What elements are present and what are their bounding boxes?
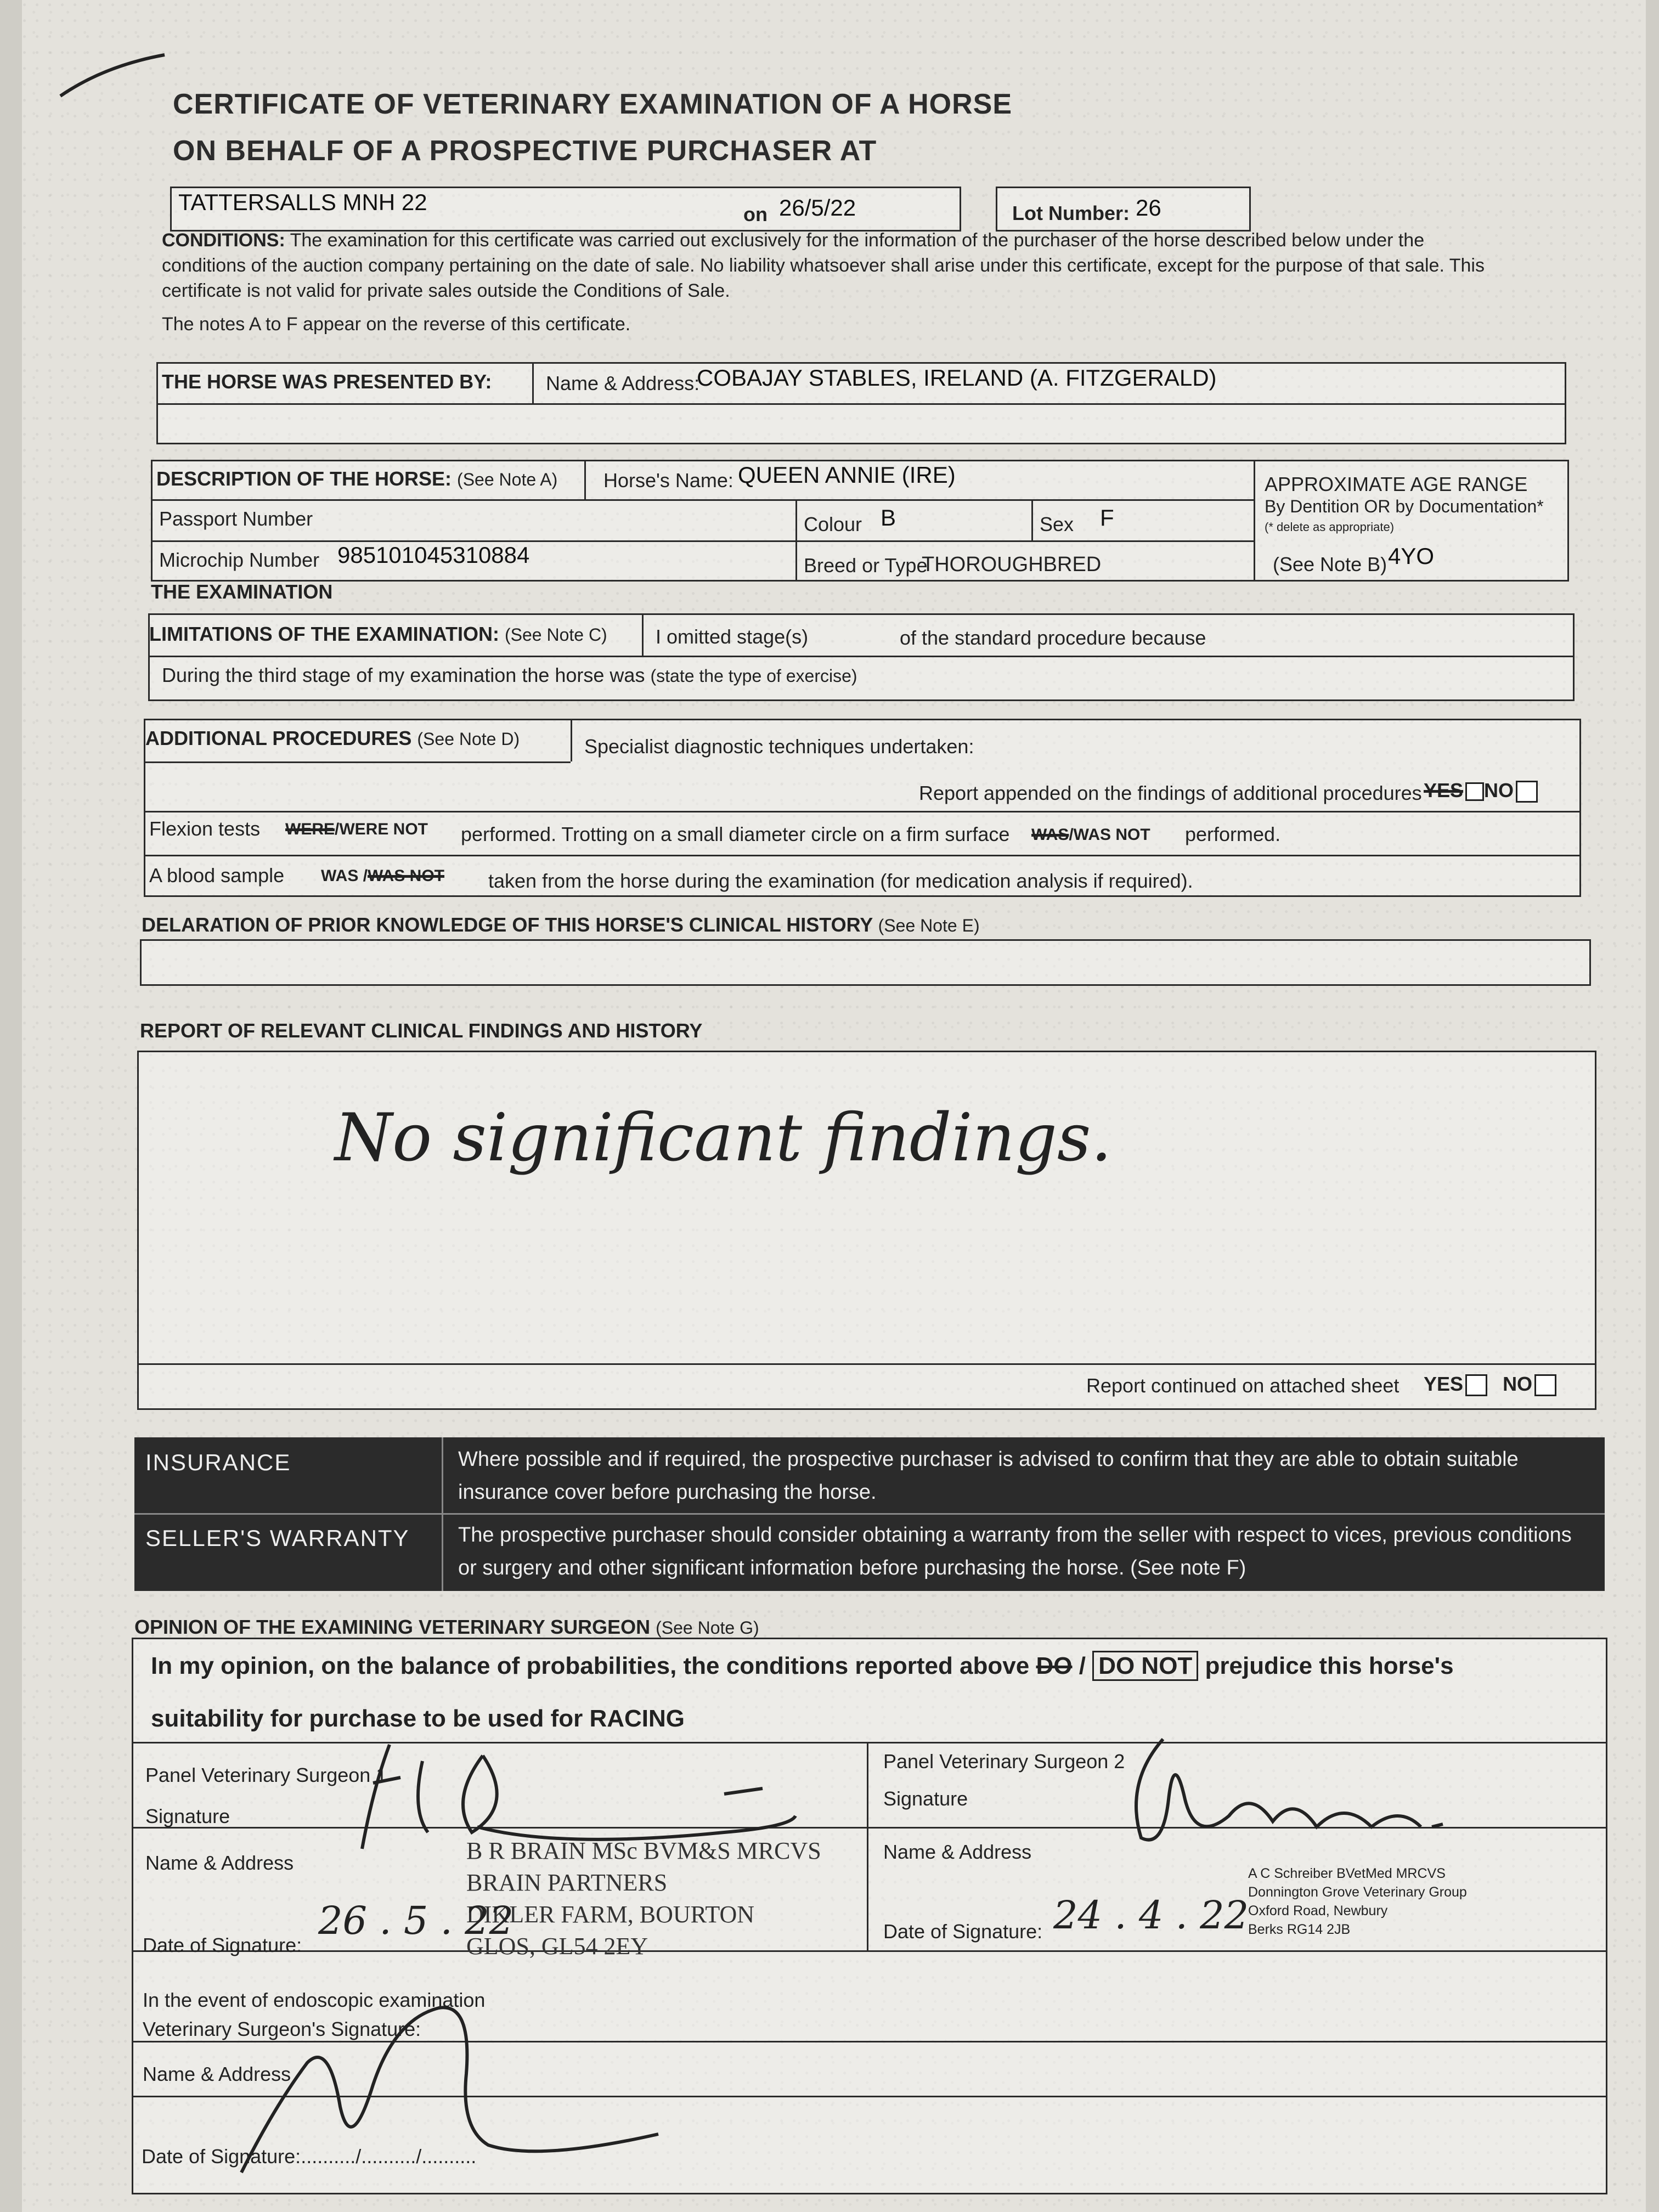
desc-row1-line [151, 499, 1254, 501]
conditions-label: CONDITIONS: [162, 230, 285, 251]
title-line-2: ON BEHALF OF A PROSPECTIVE PURCHASER AT [173, 135, 877, 167]
blood-options: WAS /WAS NOT [321, 867, 445, 885]
trot-tail: performed. [1185, 823, 1281, 845]
age-delete-note: (* delete as appropriate) [1265, 520, 1395, 534]
report-no-checkbox[interactable] [1534, 1374, 1556, 1396]
surgeon1-label: Panel Veterinary Surgeon 1 [145, 1764, 387, 1786]
surgeon1-date-label: Date of Signature: [143, 1934, 302, 1956]
report-appended-options [1424, 779, 1538, 803]
specialist-label: Specialist diagnostic techniques undertaken: [584, 735, 974, 758]
report-yes-checkbox[interactable] [1465, 1374, 1487, 1396]
presented-divider [156, 403, 1566, 405]
passport-label: Passport Number [159, 507, 313, 530]
colour-label: Colour [804, 513, 862, 535]
third-stage-label: During the third stage of my examination the horse was (state the type of exercise) [162, 664, 857, 686]
insurance-label: INSURANCE [145, 1449, 291, 1475]
endoscopic-name-label: Name & Address [143, 2063, 291, 2085]
surgeon2-label: Panel Veterinary Surgeon 2 [883, 1750, 1125, 1773]
colour-value: B [881, 505, 896, 531]
opinion-label: OPINION OF THE EXAMINING VETERINARY SURGEON (See Note G) [134, 1616, 759, 1638]
description-label: DESCRIPTION OF THE HORSE: (See Note A) [156, 467, 558, 490]
report-appended-no-checkbox[interactable] [1516, 781, 1538, 803]
conditions-text [162, 228, 1511, 303]
age-value: 4YO [1388, 543, 1435, 569]
limitations-label: LIMITATIONS OF THE EXAMINATION: (See Note C) [149, 623, 607, 645]
report-appended-no: NO [1484, 779, 1514, 802]
surgeon2-signature-image [1114, 1717, 1465, 1860]
endoscopic-date-label: Date of Signature:........../........../.......... [142, 2145, 477, 2168]
endoscopic-signature-image [230, 1997, 834, 2178]
title-line-1: CERTIFICATE OF VETERINARY EXAMINATION OF A HORSE [173, 88, 1013, 120]
horse-name-label: Horse's Name: [603, 469, 733, 492]
presented-name-label: Name & Address: [546, 372, 700, 394]
opinion-statement: In my opinion, on the balance of probabilities, the conditions reported above DO / DO NOT prejudice this horse's [151, 1652, 1454, 1680]
surgeon2-signature-label: Signature [883, 1787, 968, 1810]
declaration-label: DELARATION OF PRIOR KNOWLEDGE OF THIS HORSE'S CLINICAL HISTORY (See Note E) [142, 913, 980, 936]
presented-vsep [532, 362, 534, 403]
desc-row2-line [151, 540, 1254, 542]
horse-name: QUEEN ANNIE (IRE) [738, 462, 956, 488]
surgeon2-date: 24 . 4 . 22 [1053, 1893, 1249, 1938]
report-continued-options: YES NO [1424, 1373, 1556, 1396]
conditions-notes: The notes A to F appear on the reverse of this certificate. [162, 314, 631, 335]
surgeon1-date: 26 . 5 . 22 [318, 1898, 514, 1943]
blood-tail: taken from the horse during the examination (for medication analysis if required). [488, 870, 1193, 892]
microchip-value: 985101045310884 [337, 542, 530, 568]
sale-on-label: on [743, 203, 768, 225]
insurance-text: Where possible and if required, the prospective purchaser is advised to confirm that they are able to obtain suitable insurance cover before purchasing the horse. [458, 1448, 1519, 1504]
microchip-label: Microchip Number [159, 549, 320, 571]
breed-value: THOROUGHBRED [922, 553, 1102, 576]
sex-label: Sex [1040, 513, 1074, 535]
age-note: (See Note B) [1273, 553, 1387, 575]
opinion-statement-2: suitability for purchase to be used for RACING [151, 1705, 685, 1732]
blood-label: A blood sample [149, 864, 285, 887]
surgeon1-name-label: Name & Address [145, 1852, 294, 1874]
opinion-do-not: DO NOT [1092, 1651, 1198, 1681]
surgeon2-stamp: A C Schreiber BVetMed MRCVS Donnington Grove Veterinary Group Oxford Road, Newbury Berks RG14 2JB [1248, 1866, 1467, 1937]
endoscopic-line2: Veterinary Surgeon's Signature: [143, 2018, 421, 2040]
additional-label: ADDITIONAL PROCEDURES (See Note D) [145, 727, 520, 749]
flexion-tail: performed. Trotting on a small diameter circle on a firm surface [461, 823, 1010, 845]
conditions-body: The examination for this certificate was carried out exclusively for the information of the purchaser of the horse described below under the conditions of the auction company pertaining on the date of sale. No liability whatsoever shall arise under this certificate, except for the purpose of that sale. This certificate is not valid for private sales outside the Conditions of Sale. [162, 230, 1485, 301]
report-appended-yes-checkbox[interactable] [1465, 782, 1484, 801]
warranty-label: SELLER'S WARRANTY [145, 1525, 410, 1551]
surgeon1-stamp: B R BRAIN MSc BVM&S MRCVS BRAIN PARTNERS DIKLER FARM, BOURTON GLOS, GL54 2EY [466, 1837, 821, 1960]
trot-options: WAS/WAS NOT [1031, 826, 1150, 844]
lot-label: Lot Number: [1012, 202, 1130, 224]
surgeon2-date-label: Date of Signature: [883, 1920, 1043, 1943]
surgeon1-signature-label: Signature [145, 1805, 230, 1827]
omitted-stages-label: I omitted stage(s) [656, 625, 809, 648]
warranty-text: The prospective purchaser should consider obtaining a warranty from the seller with respect to vices, previous conditions or surgery and other significant information before purchasing the horse. (See note F) [458, 1523, 1572, 1579]
surgeon2-name-label: Name & Address [883, 1841, 1032, 1863]
endoscopic-line1: In the event of endoscopic examination [143, 1989, 486, 2011]
flexion-options: WERE/WERE NOT [285, 820, 428, 838]
age-range-label: APPROXIMATE AGE RANGE [1265, 473, 1528, 495]
declaration-box [140, 939, 1591, 986]
report-appended-label: Report appended on the findings of additional procedures [919, 782, 1422, 804]
sale-date: 26/5/22 [779, 195, 856, 221]
report-appended-yes: YES [1424, 779, 1464, 802]
certificate-sheet [22, 0, 1646, 2212]
report-continued-label: Report continued on attached sheet [1086, 1374, 1400, 1397]
insurance-warranty-panel [134, 1437, 1605, 1591]
tick-mark-icon [55, 44, 176, 104]
presented-label: THE HORSE WAS PRESENTED BY: [162, 370, 492, 393]
sex-value: F [1100, 505, 1114, 531]
omitted-stages-tail: of the standard procedure because [900, 627, 1206, 649]
report-label: REPORT OF RELEVANT CLINICAL FINDINGS AND HISTORY [140, 1019, 703, 1042]
opinion-do: DO [1036, 1652, 1073, 1679]
age-method-label: By Dentition OR by Documentation* [1265, 496, 1544, 516]
examination-label: THE EXAMINATION [151, 580, 333, 603]
breed-label: Breed or Type [804, 554, 928, 577]
lot-number: 26 [1136, 195, 1161, 221]
flexion-label: Flexion tests [149, 817, 261, 840]
report-handwritten: No significant findings. [335, 1100, 1112, 1176]
presented-value: COBAJAY STABLES, IRELAND (A. FITZGERALD) [697, 365, 1217, 391]
sale-venue: TATTERSALLS MNH 22 [178, 189, 427, 215]
